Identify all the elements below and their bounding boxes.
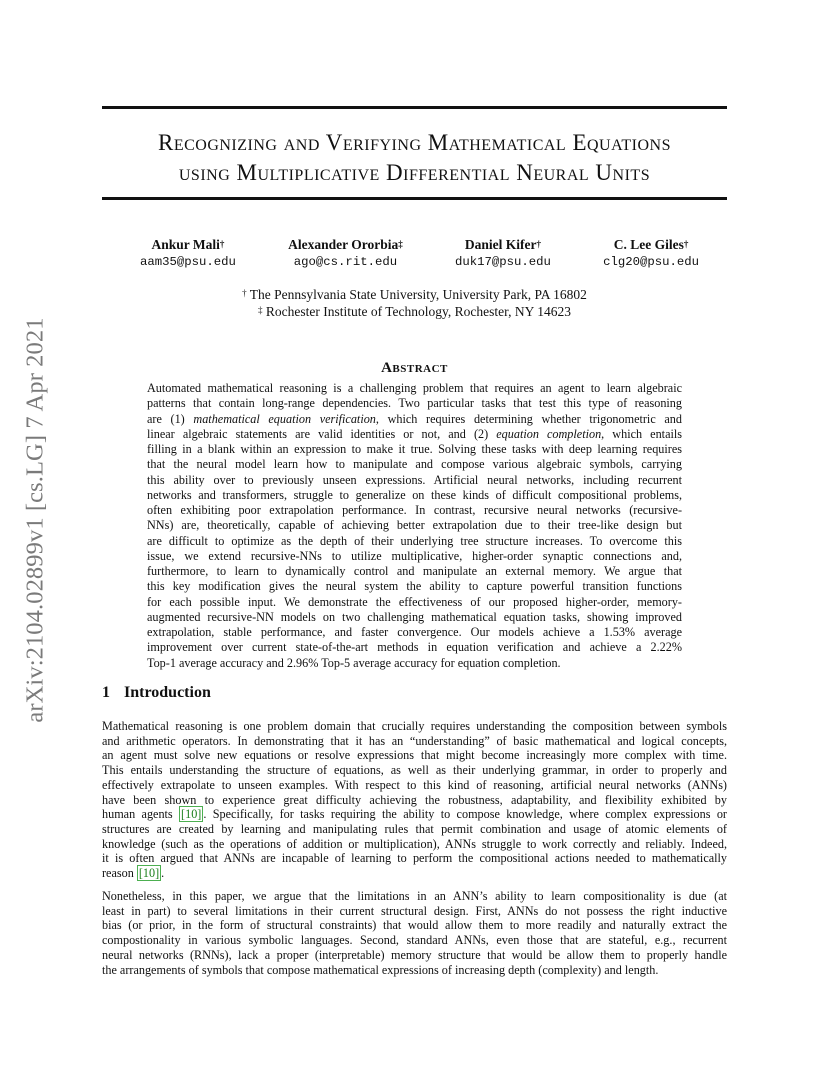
abstract-line: are difficult to optimize as the depth of their underlying tree structure increases. To overcome this: [147, 533, 682, 548]
abstract-line: improvement over current state-of-the-art methods in equation verification and achieve a 2.22%: [147, 640, 682, 655]
abstract-line: Top-1 average accuracy and 2.96% Top-5 average accuracy for equation completion.: [147, 655, 561, 670]
affiliation-mark: †: [219, 239, 225, 249]
arxiv-id-text: arXiv:2104.02899v1 [cs.LG] 7 Apr 2021: [22, 317, 49, 723]
emphasized-term: equation completion: [496, 426, 602, 441]
author-name: Ankur Mali: [151, 237, 220, 252]
paragraph-line: neural networks (RNNs), lack a proper (interpretable) memory structure that would be allow them to properly handle: [102, 947, 727, 962]
author-email: aam35@psu.edu: [140, 255, 236, 269]
section-heading: [102, 684, 211, 702]
abstract-line: NNs) are, theoretically, capable of achieving better extrapolation due to their tree-like design but: [147, 518, 682, 533]
abstract-line: often exhibiting poor extrapolation performance. In contrast, recursive neural networks (recursive-: [147, 503, 682, 517]
affiliation-line: † The Pennsylvania State University, University Park, PA 16802: [242, 287, 587, 302]
abstract-line: this ability over to previously unseen expressions. Artificial neural networks, including recurrent: [147, 472, 682, 487]
author-block: [455, 236, 551, 270]
abstract-line: issue, we extend recursive-NNs to utilize multiplicative, higher-order synaptic connections and,: [147, 548, 682, 563]
title-bottom-rule: [102, 197, 727, 200]
author-list: [102, 236, 727, 270]
abstract-line: that the neural model learn how to manipulate and compose various algebraic symbols, carrying: [147, 457, 682, 472]
affiliations: [102, 286, 727, 320]
citation-link[interactable]: [10]: [181, 807, 202, 822]
title-top-rule: [102, 106, 727, 109]
abstract-line: for each possible input. We demonstrate the effectiveness of our proposed higher-order, memory-: [147, 594, 682, 609]
arxiv-stamp: [24, 280, 48, 760]
abstract-line: linear algebraic statements are valid identities or not, and (2) equation completion, which entails: [147, 426, 682, 441]
author-email: clg20@psu.edu: [603, 255, 699, 269]
paragraph-line: effectively extrapolate to unseen examples. With respect to this kind of reasoning, artificial neural networks (ANNs): [102, 777, 727, 792]
paper-title: [102, 128, 727, 188]
abstract-line: extrapolation, stable performance, and faster convergence. Our models achieve a 1.53% average: [147, 625, 682, 639]
paragraph-line: and arithmetic operators. In demonstrating that it has an “understanding” of basic mathematical and logical concepts,: [102, 733, 727, 748]
paragraph-line: have been shown to experience great difficulty achieving the robustness, adaptability, and flexibility exhibited by: [102, 792, 727, 807]
abstract-line: networks and transformers, struggle to generalize on these kinds of difficult compositional problems,: [147, 487, 682, 502]
paragraph-line: the arrangements of symbols that compose mathematical expressions of increasing depth (complexity) and length.: [102, 962, 659, 977]
abstract-line: are (1) mathematical equation verification, which requires determining whether trigonometric and: [147, 411, 682, 426]
abstract-line: this key modification gives the neural system the ability to capture powerful transition functions: [147, 579, 682, 594]
intro-paragraph-1: [102, 719, 727, 881]
abstract-line: furthermore, to learn to dynamically control and manipulate an external memory. We argue that: [147, 564, 682, 578]
author-name: Daniel Kifer: [464, 237, 537, 252]
paragraph-line: This entails understanding the structure of equations, as well as their underlying grammar, in order to properly and: [102, 763, 727, 778]
paragraph-line: it is often argued that ANNs are incapable of learning to perform the compositional actions needed to mathematically: [102, 851, 727, 866]
abstract-heading: Abstract: [381, 360, 448, 376]
citation-link[interactable]: [10]: [138, 866, 160, 881]
paragraph-line: human agents [10] . Specifically, for tasks requiring the ability to compose knowledge, where complex expressions or: [102, 807, 727, 822]
author-name: C. Lee Giles: [613, 237, 684, 252]
abstract-body: [147, 381, 682, 671]
abstract-line: patterns that contain long-range dependencies. Two particular tasks that test this type of reasoning: [147, 396, 682, 411]
paragraph-line: Mathematical reasoning is one problem domain that crucially requires understanding the composition between symbols: [102, 719, 727, 733]
title-line-1: Recognizing and Verifying Mathematical Equations: [157, 130, 671, 155]
paragraph-line: Nonetheless, in this paper, we argue that the limitations in an ANN’s ability to learn compositionality is due (at: [102, 889, 727, 903]
title-line-2: using Multiplicative Differential Neural Units: [178, 160, 651, 185]
author-block: [288, 236, 403, 270]
author-name: Alexander Ororbia: [288, 237, 399, 252]
section-number: 1: [102, 684, 110, 701]
paragraph-line: knowledge (such as the operations of addition or multiplication), ANNs struggle to work correctly and reliably. Indeed,: [102, 836, 727, 851]
paragraph-line: an agent must solve new equations or resolve expressions that might become increasingly more complex with time.: [102, 748, 727, 763]
affiliation-mark: †: [683, 239, 689, 249]
paragraph-line: structures are created by learning and manipulating rules that permit combination and usage of atomic elements of: [102, 821, 727, 836]
author-block: [140, 236, 236, 270]
author-email: duk17@psu.edu: [454, 255, 551, 269]
paragraph-line: bias (or prior, in the form of structural constraints) that would allow them to more readily and naturally extract the: [102, 918, 727, 933]
paragraph-line: reason [10] .: [102, 866, 165, 881]
intro-paragraph-2: [102, 889, 727, 977]
author-email: ago@cs.rit.edu: [293, 255, 398, 269]
paragraph-line: compostionality in various symbolic languages. Second, standard ANNs, even those that are stateful, e.g., recurrent: [102, 933, 727, 948]
author-block: [603, 236, 699, 270]
abstract-line: filling in a blank within an expression to make it true. Solving these tasks with deep learning requires: [147, 442, 682, 456]
affiliation-mark: ‡: [398, 239, 403, 249]
paragraph-line: least in part) to several limitations in their current structural design. First, ANNs do not possess the right inductive: [102, 903, 727, 918]
abstract-line: Automated mathematical reasoning is a challenging problem that requires an agent to learn algebraic: [147, 381, 682, 395]
affiliation-line: ‡ Rochester Institute of Technology, Rochester, NY 14623: [258, 304, 571, 319]
affiliation-mark: †: [536, 239, 541, 249]
abstract-line: augmented recursive-NN models on two challenging mathematical equation tasks, showing improved: [147, 609, 682, 624]
section-title: Introduction: [124, 684, 211, 701]
emphasized-term: mathematical equation verification: [193, 411, 376, 426]
